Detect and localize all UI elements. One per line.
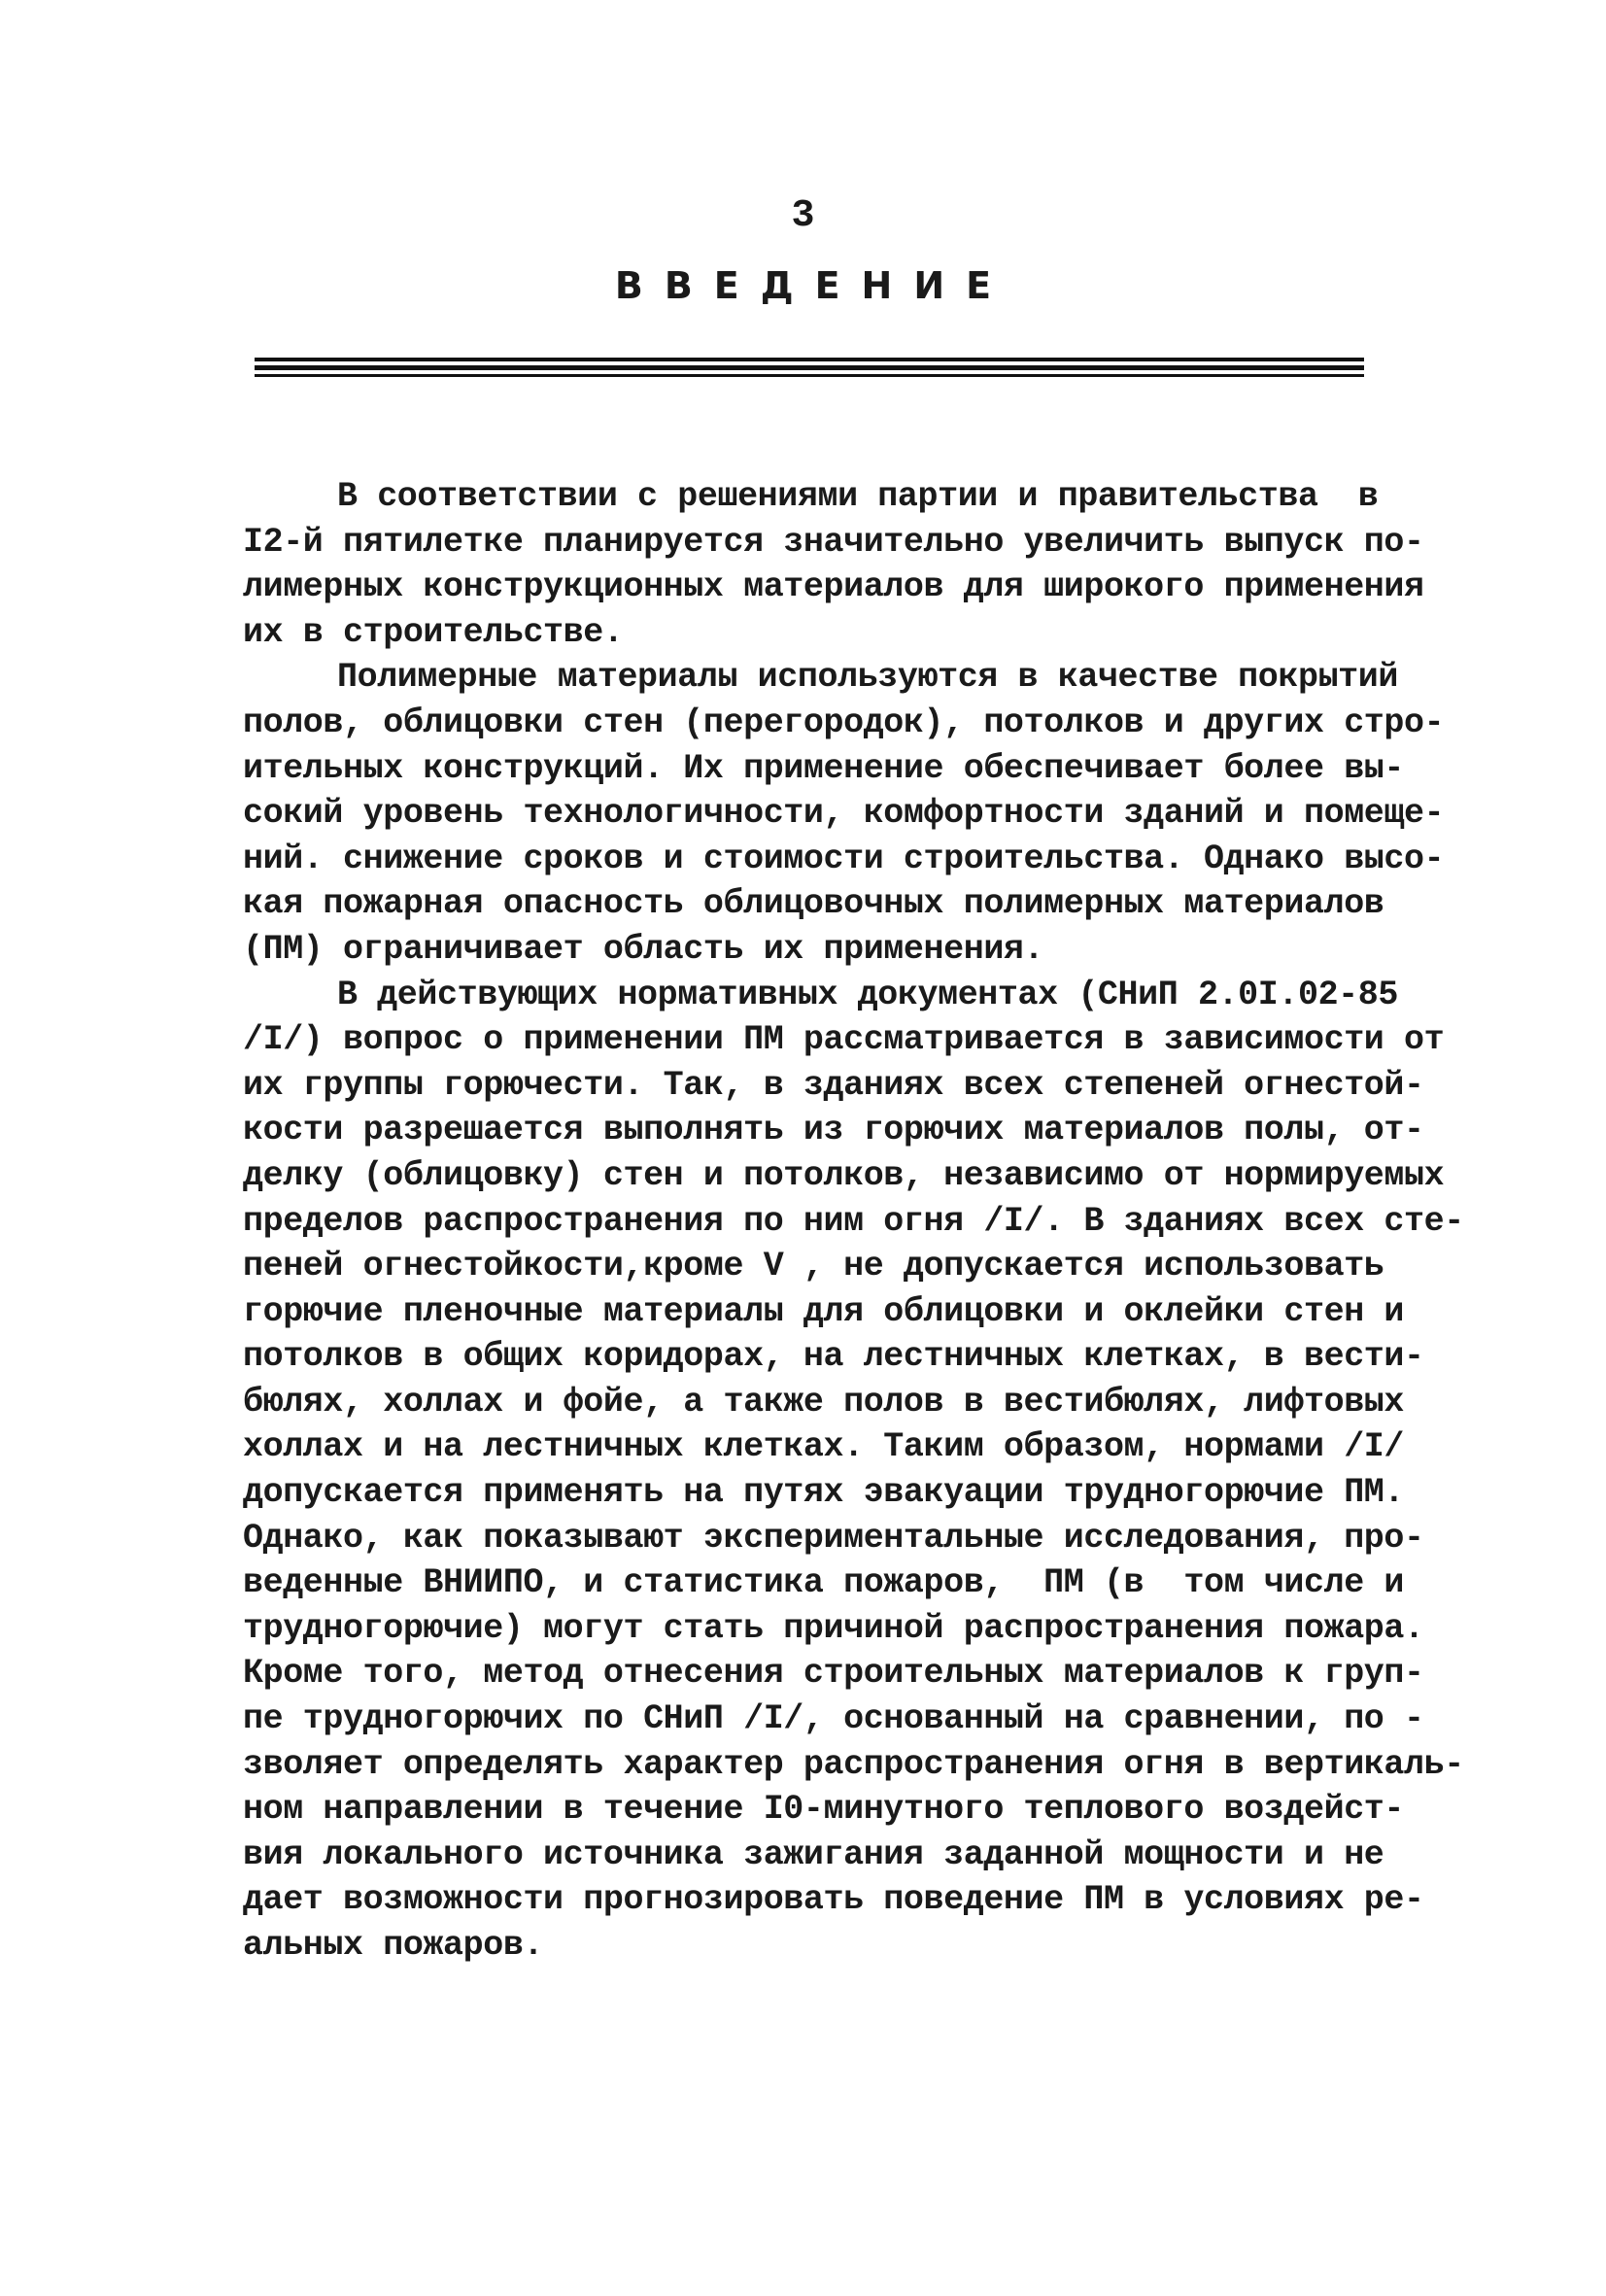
text-line: В соответствии с решениями партии и правительства в [337, 477, 1379, 516]
text-line: вия локального источника зажигания заданной мощности и не [243, 1834, 1384, 1874]
text-line: Кроме того, метод отнесения строительных материалов к груп- [243, 1654, 1424, 1694]
text-line: их в строительстве. [243, 612, 624, 652]
text-line: делку (облицовку) стен и потолков, независимо от нормируемых [243, 1155, 1445, 1195]
title-rule-top [255, 358, 1364, 361]
text-line: потолков в общих коридорах, на лестничных клетках, в вести- [243, 1337, 1424, 1377]
text-line: зволяет определять характер распространения огня в вертикаль- [243, 1744, 1464, 1784]
section-title: ВВЕДЕНИЕ [614, 264, 1013, 307]
title-rule-middle [255, 365, 1364, 370]
text-line: кая пожарная опасность облицовочных полимерных материалов [243, 884, 1384, 924]
text-line: их группы горючести. Так, в зданиях всех степеней огнестой- [243, 1065, 1424, 1105]
text-line: пеней огнестойкости,кроме V , не допускается использовать [243, 1247, 1384, 1286]
text-line: дает возможности прогнозировать поведение ПМ в условиях ре- [243, 1880, 1424, 1920]
text-line: I2-й пятилетке планируется значительно увеличить выпуск по- [243, 522, 1424, 562]
text-line: /I/) вопрос о применении ПМ рассматривается в зависимости от [243, 1020, 1445, 1060]
text-line: веденные ВНИИПО, и статистика пожаров, ПМ (в том числе и [243, 1563, 1404, 1603]
paragraph-3 [243, 973, 1464, 1969]
body-text [243, 474, 1464, 1969]
text-line: (ПМ) ограничивает область их применения. [243, 929, 1044, 969]
text-line: допускается применять на путях эвакуации трудногорючие ПМ. [243, 1473, 1404, 1513]
text-line: пе трудногорючих по СНиП /I/, основанный на сравнении, по - [243, 1699, 1424, 1739]
text-line: ний. снижение сроков и стоимости строительства. Однако высо- [243, 839, 1445, 878]
text-line: Полимерные материалы используются в качестве покрытий [337, 658, 1398, 698]
text-line: полов, облицовки стен (перегородок), потолков и других стро- [243, 703, 1445, 742]
page-number: 3 [791, 194, 815, 238]
text-line: бюлях, холлах и фойе, а также полов в вестибюлях, лифтовых [243, 1382, 1404, 1422]
text-line: ительных конструкций. Их применение обеспечивает более вы- [243, 748, 1404, 788]
text-line: В действующих нормативных документах (СНиП 2.0I.02-85 [337, 975, 1398, 1014]
text-line: пределов распространения по ним огня /I/. В зданиях всех сте- [243, 1201, 1464, 1241]
text-line: горючие пленочные материалы для облицовки и оклейки стен и [243, 1291, 1404, 1331]
text-line: Однако, как показывают экспериментальные исследования, про- [243, 1518, 1424, 1558]
title-rule-bottom [255, 374, 1364, 377]
text-line: трудногорючие) могут стать причиной распространения пожара. [243, 1608, 1424, 1648]
text-line: кости разрешается выполнять из горючих материалов полы, от- [243, 1111, 1424, 1150]
paragraph-1 [243, 474, 1424, 655]
text-line: лимерных конструкционных материалов для широкого применения [243, 567, 1424, 607]
text-line: альных пожаров. [243, 1926, 544, 1965]
text-line: холлах и на лестничных клетках. Таким образом, нормами /I/ [243, 1427, 1404, 1467]
text-line: ном направлении в течение I0-минутного теплового воздейст- [243, 1790, 1404, 1830]
text-line: сокий уровень технологичности, комфортности зданий и помеще- [243, 794, 1445, 834]
paragraph-2 [243, 655, 1445, 972]
